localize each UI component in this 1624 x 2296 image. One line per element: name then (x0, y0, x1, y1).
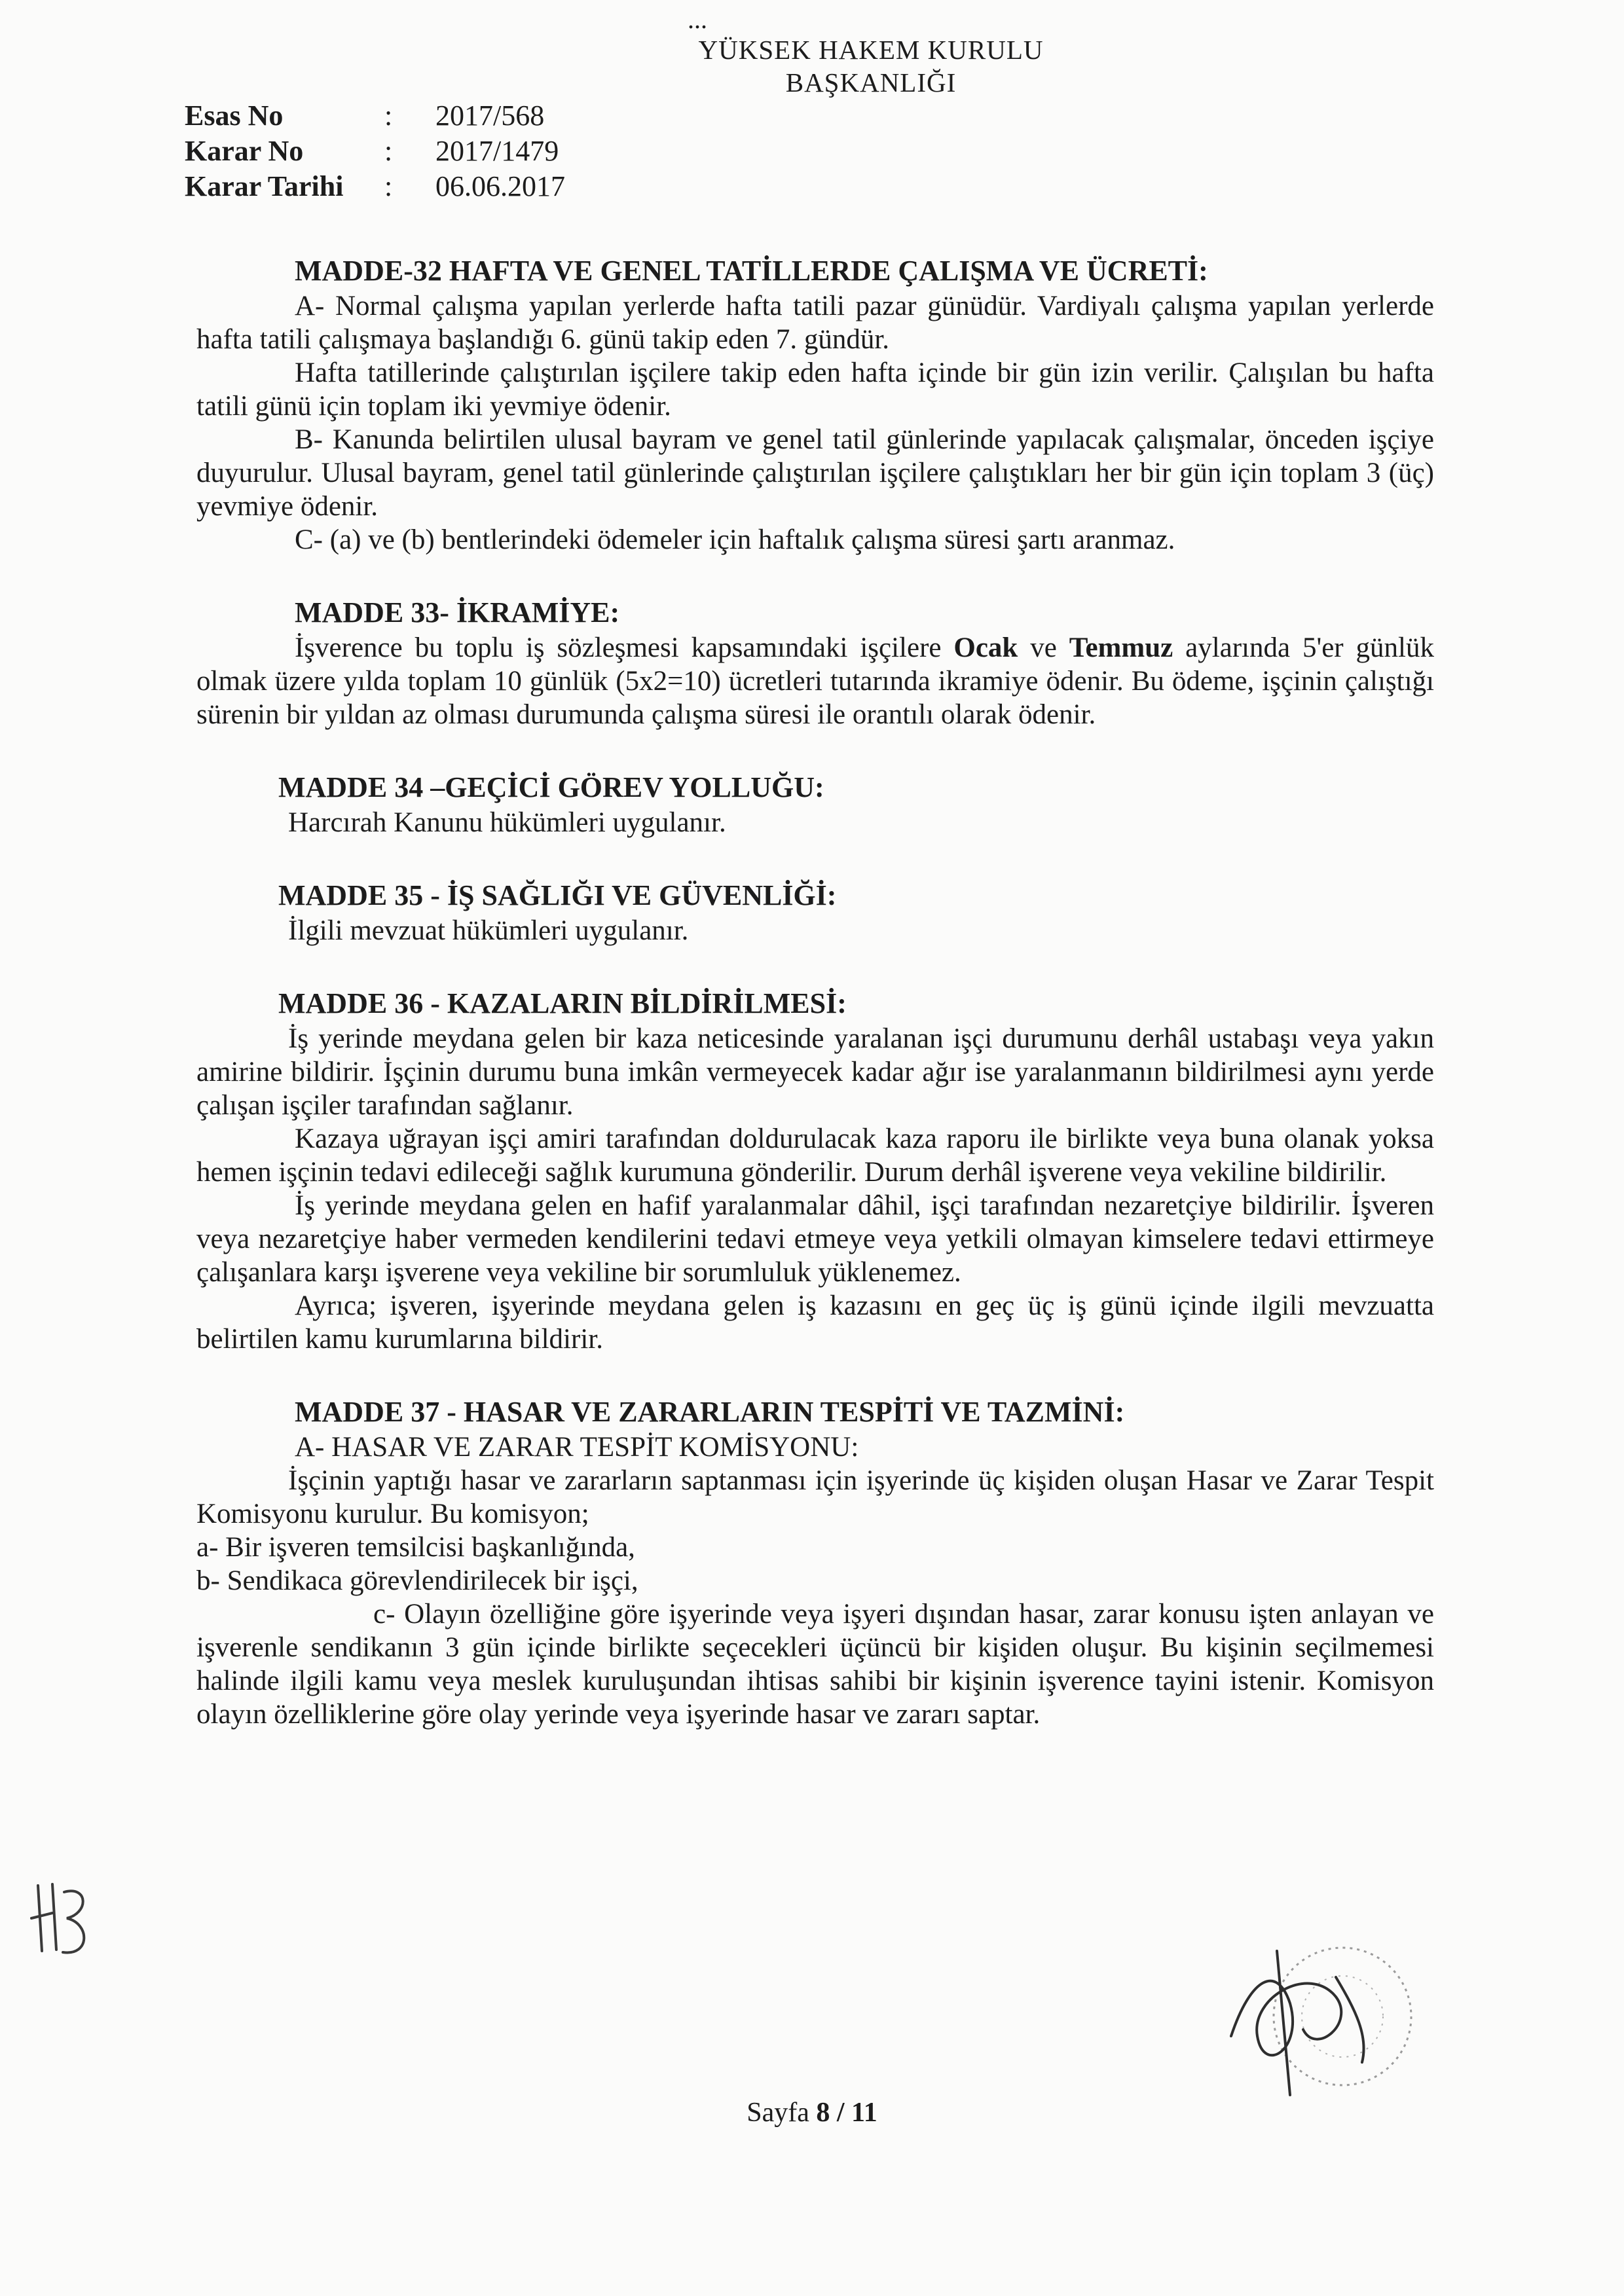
meta-key: Karar Tarihi (185, 170, 344, 202)
bold-month: Temmuz (1069, 632, 1173, 663)
paragraph (196, 631, 1434, 731)
article-title: MADDE 34 –GEÇİCİ GÖREV YOLLUĞU: (278, 771, 824, 803)
issuer-subtitle: BAŞKANLIĞI (785, 67, 957, 98)
page-count: 8 / 11 (816, 2098, 877, 2128)
document-body (196, 253, 1434, 1769)
subheading: A- HASAR VE ZARAR TESPİT KOMİSYONU: (295, 1432, 859, 1463)
paragraph: Kazaya uğrayan işçi amiri tarafından doldurulacak kaza raporu ile birlikte veya buna olanak yoksa hemen işçinin tedavi edileceği sağlık kurumuna gönderilir. Durum derhâl işverene veya vekiline bildirilir. (196, 1123, 1434, 1188)
list-item: c- Olayın özelliğine göre işyerinde veya işyeri dışından hasar, zarar konusu işten anlayan ve işverenle sendikanın 3 gün içinde birlikte seçecekleri üçüncü bir kişiden oluşur. Bu kişinin seçilmemesi halinde ilgili kamu veya meslek kuruluşundan ihtisas sahibi bir kişinin işverence tayini istenir. Komisyon olayın özelliklerine göre olay yerinde veya işyerinde hasar ve zararı saptar. (196, 1599, 1434, 1730)
article-33 (196, 594, 1434, 731)
text-run: İşverence bu toplu iş sözleşmesi kapsamındaki işçilere (295, 632, 954, 663)
article-title: MADDE 36 - KAZALARIN BİLDİRİLMESİ: (278, 987, 847, 1019)
paragraph: İşçinin yaptığı hasar ve zararların saptanması için işyerinde üç kişiden oluşan Hasar ve Zarar Tespit Komisyonu kurulur. Bu komisyon; (196, 1465, 1434, 1529)
paragraph: Ayrıca; işveren, işyerinde meydana gelen iş kazasını en geç üç iş günü içinde ilgili mevzuatta belirtilen kamu kurumlarına bildirir. (196, 1290, 1434, 1355)
paragraph: İş yerinde meydana gelen bir kaza neticesinde yaralanan işçi durumunu derhâl ustabaşı veya yakın amirine bildirir. İşçinin durumu buna imkân vermeyecek kadar ağır ise yaralanmanın bildirilmesi aynı yerde çalışan işçiler tarafından sağlanır. (196, 1023, 1434, 1121)
paragraph: C- (a) ve (b) bentlerindeki ödemeler için haftalık çalışma süresi şartı aranmaz. (295, 524, 1175, 555)
meta-key: Esas No (185, 100, 284, 132)
meta-key: Karar No (185, 135, 304, 167)
meta-sep: : (384, 170, 393, 202)
case-metadata (185, 98, 565, 204)
meta-row (185, 98, 565, 134)
article-title: MADDE 35 - İŞ SAĞLIĞI VE GÜVENLİĞİ: (278, 879, 837, 911)
page-prefix: Sayfa (747, 2098, 817, 2128)
meta-row (185, 169, 565, 204)
list-item: b- Sendikaca görevlendirilecek bir işçi, (196, 1565, 638, 1596)
issuer-name: YÜKSEK HAKEM KURULU (698, 35, 1044, 65)
paragraph: Harcırah Kanunu hükümleri uygulanır. (288, 807, 726, 838)
handwritten-initials (26, 1872, 98, 1971)
paragraph: B- Kanunda belirtilen ulusal bayram ve genel tatil günlerinde yapılacak çalışmalar, önceden işçiye duyurulur. Ulusal bayram, genel tatil günlerinde çalıştırılan işçilere çalıştıkları her bir gün için toplam 3 (üç) yevmiye ödenir. (196, 424, 1434, 522)
meta-value: 2017/1479 (435, 135, 559, 167)
meta-value: 2017/568 (435, 100, 545, 132)
paragraph: A- Normal çalışma yapılan yerlerde hafta tatili pazar günüdür. Vardiyalı çalışma yapılan yerlerde hafta tatili çalışmaya başlandığı 6. günü takip eden 7. gündür. (196, 291, 1434, 355)
paragraph: İş yerinde meydana gelen en hafif yaralanmalar dâhil, işçi tarafından nezaretçiye bildirilir. İşveren veya nezaretçiye haber vermeden kendilerini tedavi etmeye veya yetkili olmayan kimselere tedavi ettirmeye çalışanlara karşı işverene veya vekiline bir sorumluluk yüklenemez. (196, 1190, 1434, 1288)
article-title: MADDE-32 HAFTA VE GENEL TATİLLERDE ÇALIŞMA VE ÜCRETİ: (295, 255, 1208, 287)
bold-month: Ocak (953, 632, 1018, 663)
article-title: MADDE 33- İKRAMİYE: (295, 596, 620, 629)
list-item: a- Bir işveren temsilcisi başkanlığında, (196, 1532, 635, 1563)
text-run: ve (1018, 632, 1069, 663)
article-title: MADDE 37 - HASAR VE ZARARLARIN TESPİTİ VE TAZMİNİ: (295, 1396, 1125, 1428)
decorative-mark: ... (688, 5, 707, 34)
article-37 (196, 1394, 1434, 1731)
meta-sep: : (384, 135, 393, 167)
article-34 (196, 769, 1434, 839)
signature-stamp (1205, 1938, 1467, 2134)
paragraph: İlgili mevzuat hükümleri uygulanır. (288, 915, 689, 946)
meta-value: 06.06.2017 (435, 170, 565, 202)
meta-sep: : (384, 100, 393, 132)
article-32 (196, 253, 1434, 556)
text-run: aylarında 5'er günlük olmak üzere yılda toplam 10 günlük (5x2=10) ücretleri tutarında ikramiye ödenir. Bu ödeme, işçinin çalıştığı sürenin bir yıldan az olması durumunda çalışma süresi ile orantılı olarak ödenir. (196, 632, 1434, 730)
article-36 (196, 985, 1434, 1356)
article-35 (196, 877, 1434, 947)
paragraph: Hafta tatillerinde çalıştırılan işçilere takip eden hafta içinde bir gün izin verilir. Çalışılan bu hafta tatili günü için toplam iki yevmiye ödenir. (196, 357, 1434, 422)
meta-row (185, 134, 565, 169)
